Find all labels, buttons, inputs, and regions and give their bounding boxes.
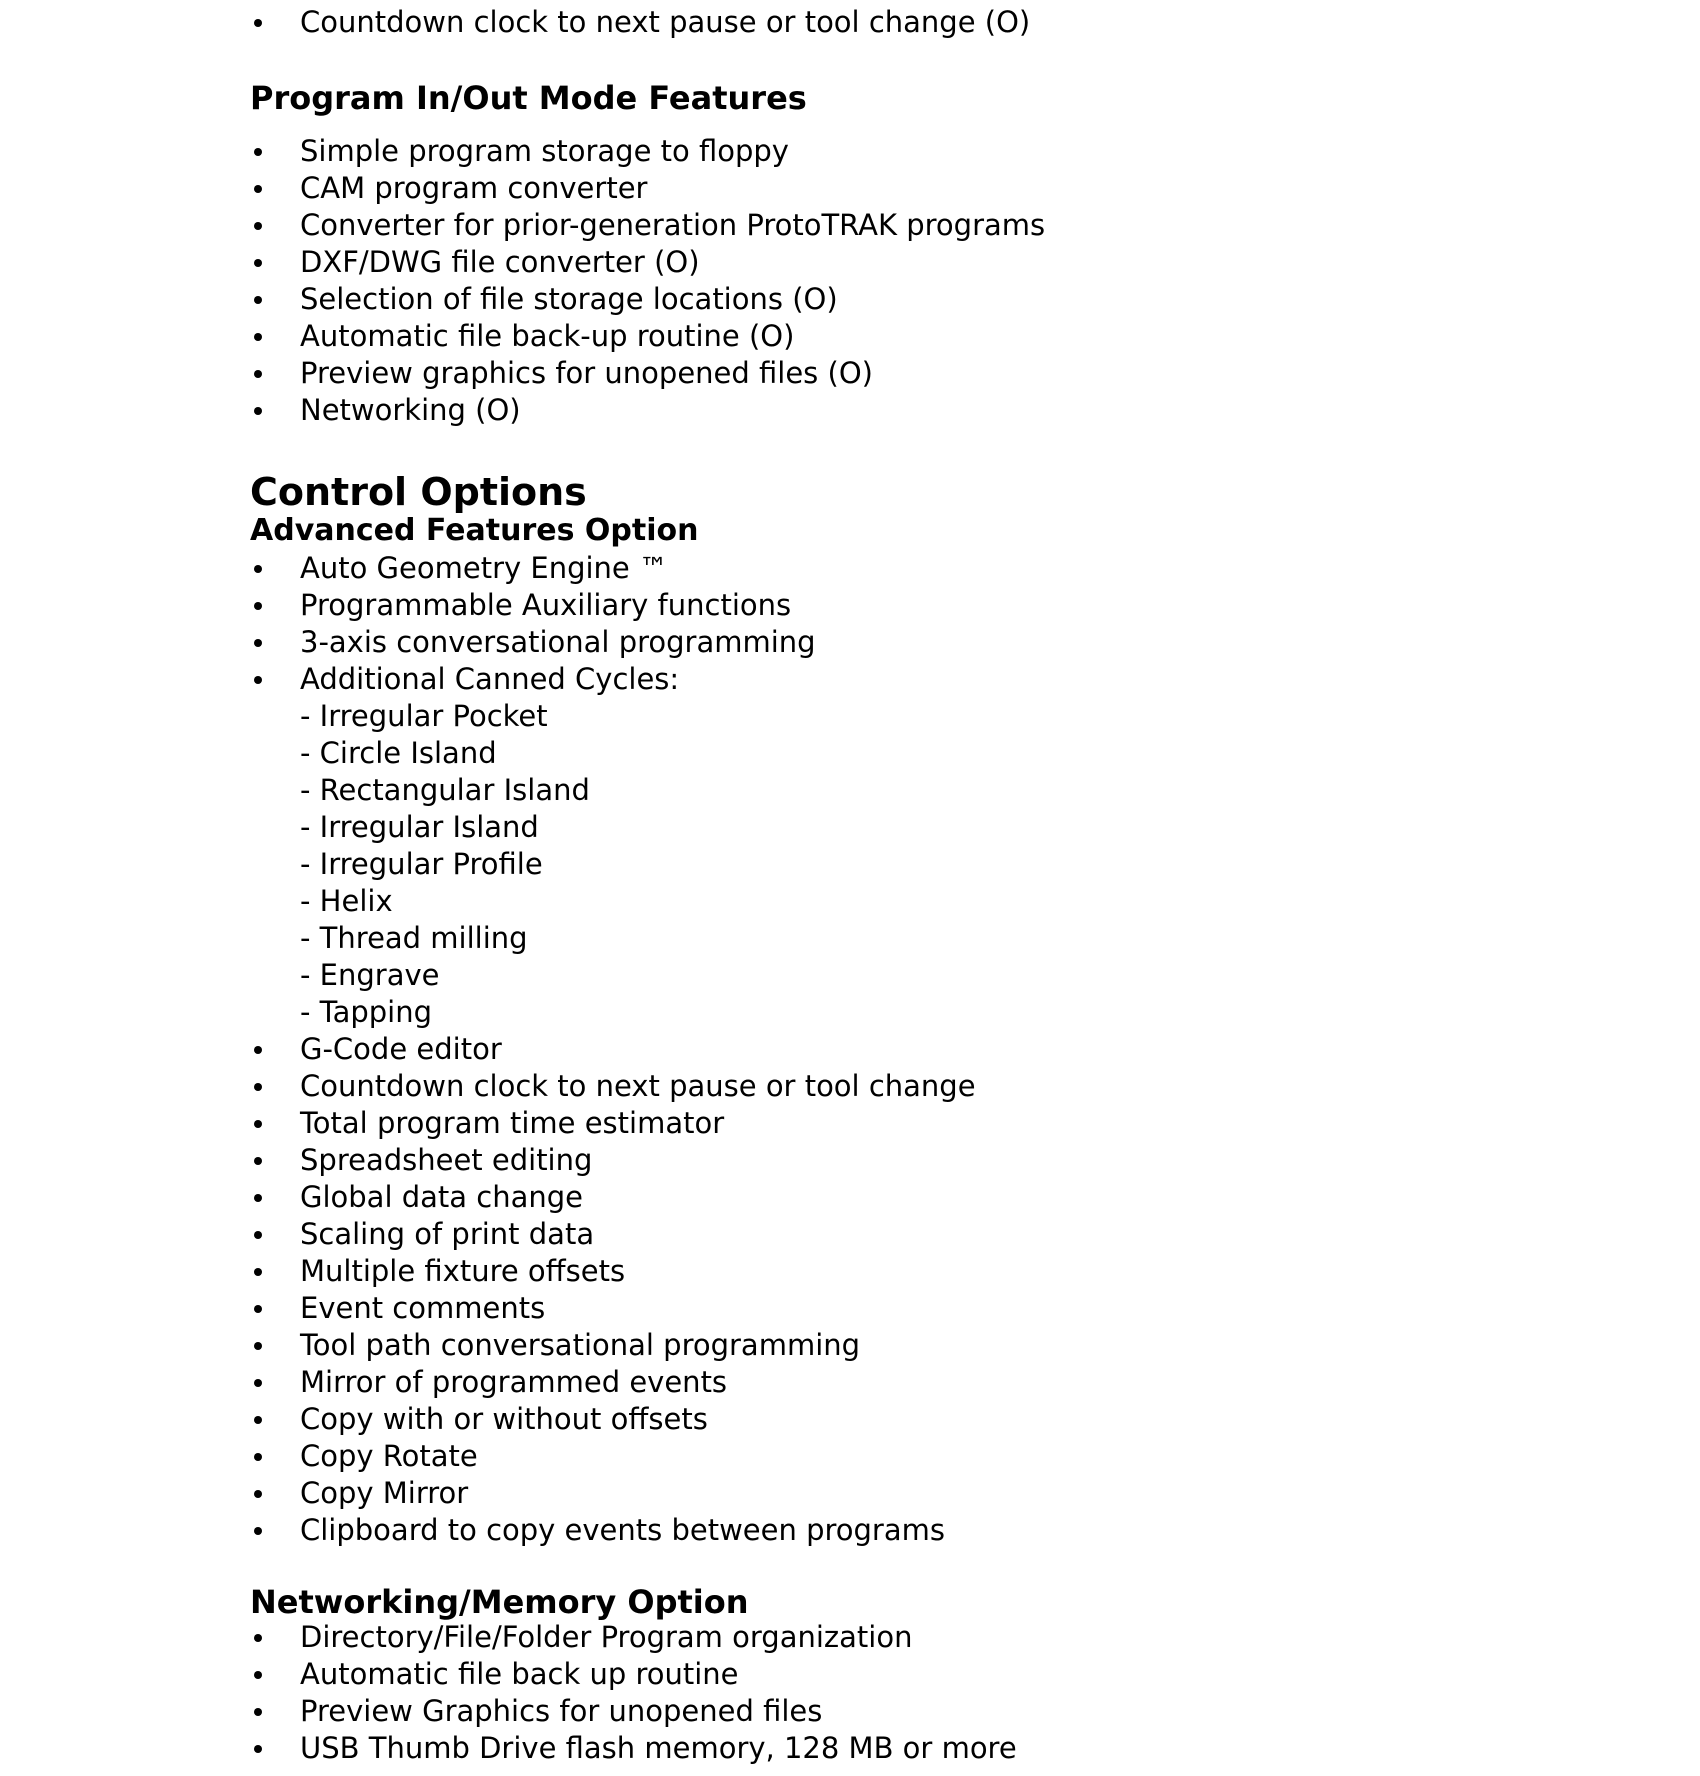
bullet-icon (254, 1157, 262, 1165)
bullet-icon (254, 1268, 262, 1276)
bullet-icon (254, 370, 262, 378)
list-item-text: CAM program converter (300, 171, 648, 205)
list-item-text: USB Thumb Drive flash memory, 128 MB or more (300, 1731, 1017, 1765)
bullet-icon (254, 1083, 262, 1091)
list-item-text: Scaling of print data (300, 1217, 595, 1251)
list-item (250, 624, 1550, 661)
list-item-text: Mirror of programmed events (300, 1365, 728, 1399)
list-item (250, 355, 1550, 392)
bullet-icon (254, 148, 262, 156)
networking-memory-heading: Networking/Memory Option (250, 1583, 749, 1621)
sub-list-item: - Helix (300, 884, 393, 918)
list-item-text: Tool path conversational programming (300, 1328, 861, 1362)
bullet-icon (254, 222, 262, 230)
list-item-text: Event comments (300, 1291, 546, 1325)
bullet-icon (254, 1490, 262, 1498)
list-item (250, 1179, 1550, 1216)
list-item (250, 1364, 1550, 1401)
list-item (250, 1401, 1550, 1438)
list-item (250, 244, 1550, 281)
bullet-icon (254, 639, 262, 647)
list-item-text: Networking (O) (300, 393, 521, 427)
sub-list-item: - Tapping (300, 995, 433, 1029)
list-item-text: Countdown clock to next pause or tool change (300, 1069, 976, 1103)
list-item (250, 318, 1550, 355)
sub-list-item: - Rectangular Island (300, 773, 590, 807)
list-item-text: Programmable Auxiliary functions (300, 588, 792, 622)
list-item (250, 133, 1550, 170)
list-item-text: Multiple fixture offsets (300, 1254, 626, 1288)
list-item-text: Countdown clock to next pause or tool change (O) (300, 5, 1031, 39)
advanced-features-list-a (250, 550, 1550, 698)
advanced-features-heading: Advanced Features Option (250, 513, 699, 548)
canned-cycles-list (250, 698, 1550, 1031)
bullet-icon (254, 1120, 262, 1128)
list-item-text: Spreadsheet editing (300, 1143, 593, 1177)
bullet-icon (254, 407, 262, 415)
advanced-features-list-b (250, 1031, 1550, 1549)
bullet-icon (254, 259, 262, 267)
bullet-icon (254, 19, 262, 27)
list-item (250, 1216, 1550, 1253)
bullet-icon (254, 1305, 262, 1313)
bullet-icon (254, 565, 262, 573)
bullet-icon (254, 296, 262, 304)
list-item-text: Preview graphics for unopened files (O) (300, 356, 873, 390)
bullet-icon (254, 1342, 262, 1350)
list-item (250, 281, 1550, 318)
bullet-icon (254, 1453, 262, 1461)
list-item (250, 587, 1550, 624)
list-item-text: Total program time estimator (300, 1106, 725, 1140)
bullet-icon (254, 185, 262, 193)
program-in-out-list (250, 133, 1550, 429)
list-item (250, 1438, 1550, 1475)
control-options-heading: Control Options (250, 470, 587, 514)
list-item-text: Copy Mirror (300, 1476, 469, 1510)
list-item (250, 1105, 1550, 1142)
list-item (250, 1619, 1550, 1656)
list-item-text: Global data change (300, 1180, 583, 1214)
list-item (250, 207, 1550, 244)
top-bullet-list (250, 4, 1550, 41)
list-item (250, 1656, 1550, 1693)
list-item-text: Automatic file back up routine (300, 1657, 739, 1691)
advanced-features-list (250, 550, 1550, 1549)
program-in-out-heading: Program In/Out Mode Features (250, 79, 807, 117)
list-item (250, 170, 1550, 207)
list-item (250, 1253, 1550, 1290)
bullet-icon (254, 676, 262, 684)
list-item (250, 1068, 1550, 1105)
list-item (250, 1031, 1550, 1068)
list-item (250, 1142, 1550, 1179)
list-item-text: Selection of file storage locations (O) (300, 282, 838, 316)
list-item-text: Copy Rotate (300, 1439, 478, 1473)
list-item-text: Directory/File/Folder Program organization (300, 1620, 913, 1654)
list-item-text: DXF/DWG file converter (O) (300, 245, 700, 279)
list-item (250, 392, 1550, 429)
list-item (250, 550, 1550, 587)
list-item-text: Simple program storage to floppy (300, 134, 789, 168)
list-item-text: Automatic file back-up routine (O) (300, 319, 795, 353)
bullet-icon (254, 1745, 262, 1753)
list-item (250, 1730, 1550, 1767)
sub-list-item: - Engrave (300, 958, 440, 992)
sub-list-item: - Irregular Island (300, 810, 539, 844)
list-item-text: Copy with or without offsets (300, 1402, 708, 1436)
sub-list-item: - Irregular Pocket (300, 699, 548, 733)
list-item-text: Clipboard to copy events between programs (300, 1513, 945, 1547)
list-item (250, 4, 1550, 41)
list-item-text: 3-axis conversational programming (300, 625, 816, 659)
bullet-icon (254, 1046, 262, 1054)
bullet-icon (254, 333, 262, 341)
sub-list-item: - Thread milling (300, 921, 528, 955)
list-item-text: Additional Canned Cycles: (300, 662, 680, 696)
sub-list-item: - Irregular Profile (300, 847, 543, 881)
list-item (250, 1327, 1550, 1364)
list-item (250, 1290, 1550, 1327)
bullet-icon (254, 1708, 262, 1716)
list-item-text: Preview Graphics for unopened files (300, 1694, 823, 1728)
networking-memory-list (250, 1619, 1550, 1767)
list-item (250, 1512, 1550, 1549)
bullet-icon (254, 602, 262, 610)
bullet-icon (254, 1231, 262, 1239)
bullet-icon (254, 1527, 262, 1535)
list-item-text: G-Code editor (300, 1032, 502, 1066)
list-item-text: Converter for prior-generation ProtoTRAK programs (300, 208, 1046, 242)
bullet-icon (254, 1379, 262, 1387)
bullet-icon (254, 1671, 262, 1679)
bullet-icon (254, 1416, 262, 1424)
bullet-icon (254, 1634, 262, 1642)
list-item (250, 1693, 1550, 1730)
list-item (250, 1475, 1550, 1512)
sub-list-item: - Circle Island (300, 736, 497, 770)
bullet-icon (254, 1194, 262, 1202)
list-item-text: Auto Geometry Engine ™ (300, 551, 668, 585)
list-item (250, 661, 1550, 698)
